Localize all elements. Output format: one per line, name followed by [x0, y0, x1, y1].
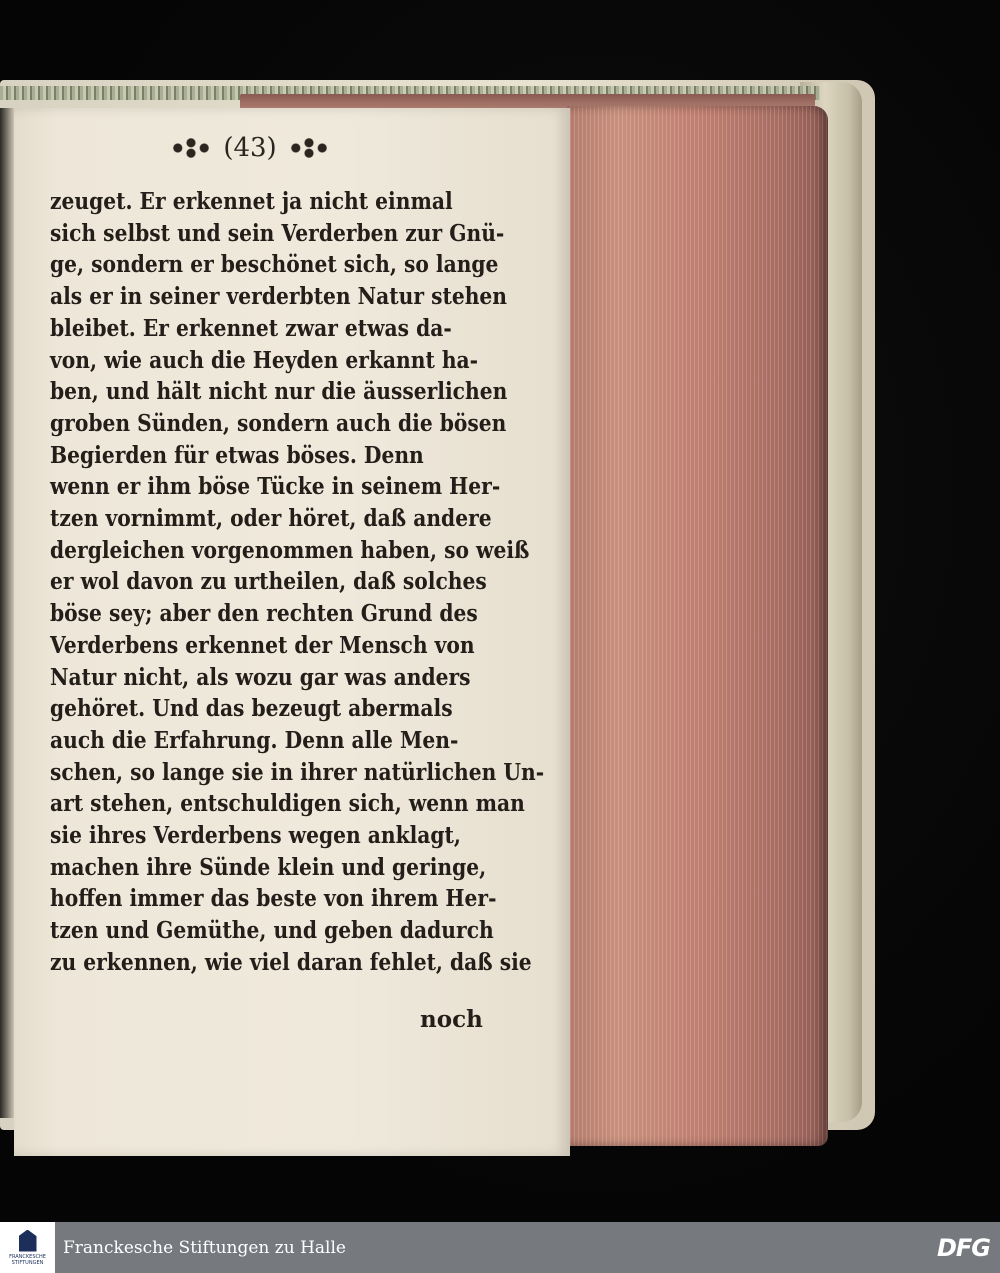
gutter	[0, 108, 14, 1118]
text-line: schen, so lange sie in ihrer natürlichen Un-	[50, 758, 545, 786]
logo-text: FRANCKESCHE STIFTUNGEN	[9, 1253, 46, 1266]
text-line: groben Sünden, sondern auch die bösen	[50, 409, 507, 437]
page-number: (43)	[223, 133, 277, 163]
text-line: bleibet. Er erkennet zwar etwas da-	[50, 314, 452, 342]
text-line: von, wie auch die Heyden erkannt ha-	[50, 346, 479, 374]
text-line: böse sey; aber den rechten Grund des	[50, 600, 478, 628]
footer-bar	[0, 1222, 1000, 1273]
text-line: machen ihre Sünde klein und geringe,	[50, 853, 487, 881]
logo-mark-icon	[19, 1230, 37, 1252]
text-line: ben, und hält nicht nur die äusserlichen	[50, 378, 508, 406]
text-line: als er in seiner verderbten Natur stehen	[50, 283, 508, 311]
text-line: er wol davon zu urtheilen, daß solches	[50, 568, 487, 596]
catchword: noch	[420, 1006, 483, 1033]
footer-title: Franckesche Stiftungen zu Halle	[63, 1237, 346, 1258]
text-line: art stehen, entschuldigen sich, wenn man	[50, 790, 525, 818]
text-line: Verderbens erkennet der Mensch von	[50, 631, 475, 659]
text-line: Begierden für etwas böses. Denn	[50, 441, 424, 469]
page-text	[50, 186, 545, 979]
text-line: auch die Erfahrung. Denn alle Men-	[50, 726, 459, 754]
text-line: ge, sondern er beschönet sich, so lange	[50, 251, 499, 279]
text-line: sich selbst und sein Verderben zur Gnü-	[50, 219, 505, 247]
text-line: sie ihres Verderbens wegen anklagt,	[50, 822, 461, 850]
text-line: tzen und Gemüthe, und geben dadurch	[50, 917, 494, 945]
text-line: wenn er ihm böse Tücke in seinem Her-	[50, 473, 501, 501]
text-line: tzen vornimmt, oder höret, daß andere	[50, 505, 492, 533]
text-line: zeuget. Er erkennet ja nicht einmal	[50, 188, 453, 215]
page-block-edges	[566, 106, 828, 1146]
text-line: Natur nicht, als wozu gar was anders	[50, 663, 471, 691]
page-header	[160, 128, 340, 168]
text-line: hoffen immer das beste von ihrem Her-	[50, 885, 497, 913]
dfg-logo[interactable]: DFG	[936, 1233, 990, 1262]
ornament-left-icon	[169, 135, 213, 161]
text-line: dergleichen vorgenommen haben, so weiß	[50, 536, 530, 564]
ornament-right-icon	[287, 135, 331, 161]
text-line: gehöret. Und das bezeugt abermals	[50, 695, 453, 723]
institution-logo[interactable]	[0, 1222, 55, 1273]
text-line: zu erkennen, wie viel daran fehlet, daß sie	[50, 948, 532, 976]
